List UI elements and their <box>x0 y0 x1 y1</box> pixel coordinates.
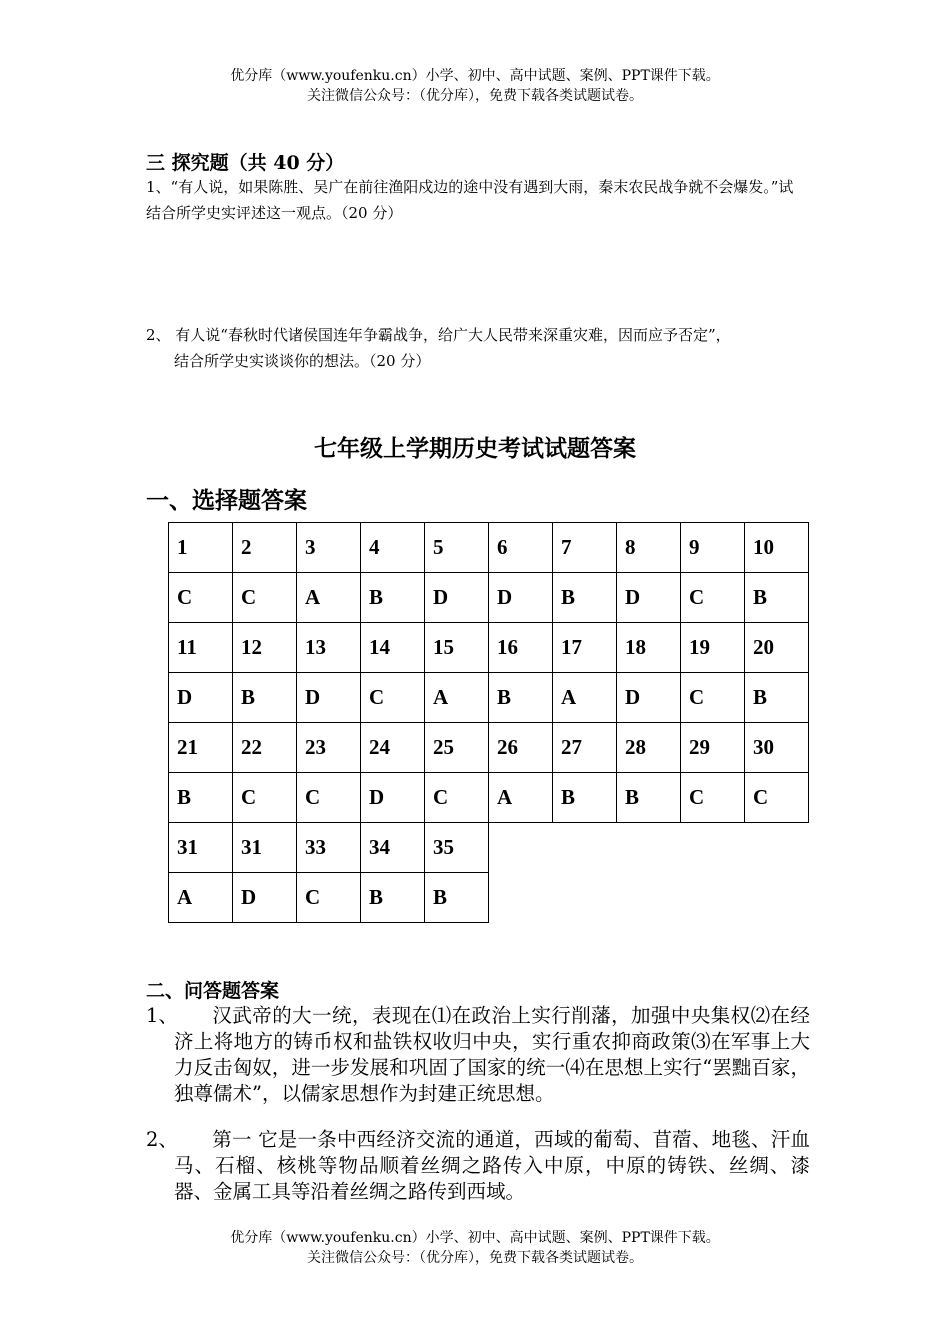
question-number-cell: 18 <box>617 623 681 673</box>
question-number-cell: 33 <box>297 823 361 873</box>
question-number-row <box>169 723 809 773</box>
question-number-cell: 28 <box>617 723 681 773</box>
answer-letter-cell: C <box>425 773 489 823</box>
answer-letter-cell: B <box>553 573 617 623</box>
answer-letter-cell: B <box>617 773 681 823</box>
answer-letter-cell: C <box>233 773 297 823</box>
empty-cell <box>617 873 681 923</box>
footer-line-1: 优分库（www.youfenku.cn）小学、初中、高中试题、案例、PPT课件下载。 <box>230 1230 720 1246</box>
answer-title: 七年级上学期历史考试试题答案 <box>314 435 636 462</box>
empty-cell <box>489 823 553 873</box>
empty-cell <box>489 873 553 923</box>
footer-line-2: 关注微信公众号：（优分库），免费下载各类试题试卷。 <box>307 1250 643 1266</box>
empty-cell <box>617 823 681 873</box>
answer-1-number: 1、 <box>146 1004 178 1027</box>
answer-letter-cell: C <box>297 873 361 923</box>
question-number-cell: 7 <box>553 523 617 573</box>
answer-letter-cell: B <box>169 773 233 823</box>
answer-letter-cell: D <box>361 773 425 823</box>
question-number-cell: 17 <box>553 623 617 673</box>
answer-letter-row <box>169 773 809 823</box>
answer-letter-cell: D <box>233 873 297 923</box>
answer-letter-cell: B <box>425 873 489 923</box>
question-number-row <box>169 823 809 873</box>
page-header <box>0 66 950 106</box>
answer-2 <box>146 1127 810 1205</box>
section1-title: 一、选择题答案 <box>146 487 307 514</box>
question-number-cell: 24 <box>361 723 425 773</box>
answer-letter-cell: C <box>361 673 425 723</box>
section2-title: 二、问答题答案 <box>146 980 280 1002</box>
answer-letter-cell: A <box>297 573 361 623</box>
inquiry-question-2-line2: 结合所学史实谈谈你的想法。（20 分） <box>174 352 431 370</box>
answer-letter-cell: A <box>425 673 489 723</box>
question-number-cell: 1 <box>169 523 233 573</box>
answer-letter-cell: B <box>361 873 425 923</box>
answer-letter-cell: D <box>489 573 553 623</box>
answer-letter-cell: D <box>297 673 361 723</box>
question-number-cell: 19 <box>681 623 745 673</box>
empty-cell <box>553 873 617 923</box>
answer-letter-cell: C <box>169 573 233 623</box>
section3-title: 三 探究题（共 40 分） <box>146 152 345 174</box>
question-number-cell: 30 <box>745 723 809 773</box>
empty-cell <box>553 823 617 873</box>
inquiry-question-2-line1: 2、 有人说“春秋时代诸侯国连年争霸战争，给广大人民带来深重灾难，因而应予否定”， <box>146 326 731 344</box>
question-number-cell: 2 <box>233 523 297 573</box>
question-number-cell: 11 <box>169 623 233 673</box>
empty-cell <box>745 873 809 923</box>
answer-letter-row <box>169 673 809 723</box>
question-number-cell: 35 <box>425 823 489 873</box>
choice-answer-table <box>168 522 809 923</box>
question-number-cell: 4 <box>361 523 425 573</box>
answer-1-text: 汉武帝的大一统，表现在⑴在政治上实行削藩，加强中央集权⑵在经济上将地方的铸币权和盐铁权收归中央，实行重农抑商政策⑶在军事上大力反击匈奴，进一步发展和巩固了国家的统一⑷在思想上实行“罢黜百家，独尊儒术”，以儒家思想作为封建正统思想。 <box>174 1004 810 1105</box>
answer-letter-cell: C <box>681 673 745 723</box>
answer-letter-cell: A <box>553 673 617 723</box>
question-number-cell: 22 <box>233 723 297 773</box>
question-number-cell: 5 <box>425 523 489 573</box>
question-number-cell: 13 <box>297 623 361 673</box>
question-number-cell: 14 <box>361 623 425 673</box>
answer-letter-cell: C <box>745 773 809 823</box>
question-number-cell: 3 <box>297 523 361 573</box>
answer-letter-cell: C <box>297 773 361 823</box>
empty-cell <box>681 823 745 873</box>
answer-letter-row <box>169 573 809 623</box>
question-number-cell: 12 <box>233 623 297 673</box>
question-number-cell: 23 <box>297 723 361 773</box>
header-line-1: 优分库（www.youfenku.cn）小学、初中、高中试题、案例、PPT课件下载。 <box>230 68 720 84</box>
question-number-cell: 29 <box>681 723 745 773</box>
answer-letter-cell: C <box>681 573 745 623</box>
answer-letter-cell: B <box>745 673 809 723</box>
empty-cell <box>745 823 809 873</box>
question-number-cell: 21 <box>169 723 233 773</box>
answer-2-text: 第一 它是一条中西经济交流的通道，西域的葡萄、苜蓿、地毯、汗血马、石榴、核桃等物品顺着丝绸之路传入中原，中原的铸铁、丝绸、漆器、金属工具等沿着丝绸之路传到西域。 <box>174 1128 810 1203</box>
answer-letter-cell: B <box>745 573 809 623</box>
answer-letter-cell: A <box>169 873 233 923</box>
question-number-cell: 31 <box>233 823 297 873</box>
answer-letter-cell: D <box>425 573 489 623</box>
answer-letter-cell: A <box>489 773 553 823</box>
answer-letter-cell: C <box>681 773 745 823</box>
answer-letter-cell: B <box>553 773 617 823</box>
question-number-cell: 6 <box>489 523 553 573</box>
answer-letter-cell: D <box>617 673 681 723</box>
answer-2-number: 2、 <box>146 1128 178 1151</box>
answer-letter-cell: B <box>361 573 425 623</box>
answer-letter-cell: C <box>233 573 297 623</box>
inquiry-question-2 <box>146 322 808 374</box>
question-number-cell: 26 <box>489 723 553 773</box>
empty-cell <box>681 873 745 923</box>
question-number-cell: 27 <box>553 723 617 773</box>
page-footer <box>0 1228 950 1268</box>
question-number-row <box>169 523 809 573</box>
answer-1 <box>146 1003 810 1107</box>
answer-letter-cell: D <box>617 573 681 623</box>
question-number-cell: 31 <box>169 823 233 873</box>
answer-letter-cell: B <box>489 673 553 723</box>
answer-letter-cell: B <box>233 673 297 723</box>
question-number-cell: 34 <box>361 823 425 873</box>
question-number-cell: 20 <box>745 623 809 673</box>
answer-letter-cell: D <box>169 673 233 723</box>
question-number-row <box>169 623 809 673</box>
question-number-cell: 15 <box>425 623 489 673</box>
question-number-cell: 16 <box>489 623 553 673</box>
header-line-2: 关注微信公众号：（优分库），免费下载各类试题试卷。 <box>307 88 643 104</box>
answer-letter-row <box>169 873 809 923</box>
question-number-cell: 8 <box>617 523 681 573</box>
question-number-cell: 9 <box>681 523 745 573</box>
question-number-cell: 10 <box>745 523 809 573</box>
question-number-cell: 25 <box>425 723 489 773</box>
inquiry-question-1: 1、“有人说，如果陈胜、吴广在前往渔阳戍边的途中没有遇到大雨，秦末农民战争就不会爆发。”试结合所学史实评述这一观点。（20 分） <box>146 178 794 222</box>
